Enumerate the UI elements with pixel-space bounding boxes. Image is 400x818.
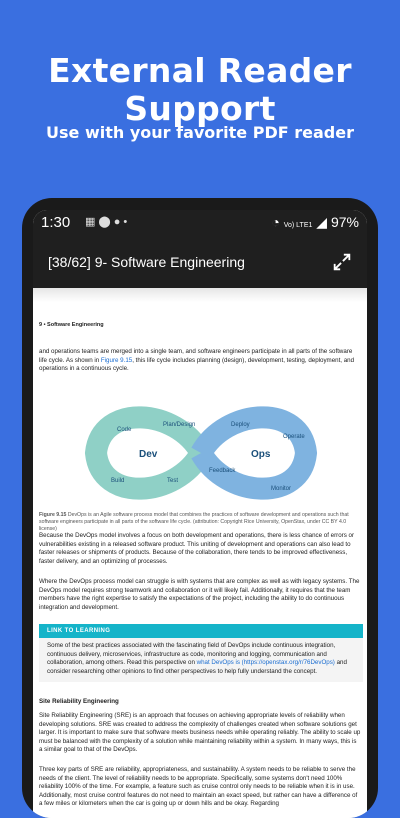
paragraph-3: Where the DevOps process model can struggle is with systems that are complex as well as with legacy systems. The DevOps model requires strong teamwork and collaboration or it will likely fail. Additionally, it requires that the team members have the right expertise to satisfy the expectations of the project, including the ability to do continuous integration and development. <box>39 578 360 611</box>
segment-monitor: Monitor <box>271 486 292 492</box>
document-title: [38/62] 9- Software Engineering <box>48 254 245 270</box>
segment-code: Code <box>117 427 132 433</box>
caption-label: Figure 9.15 <box>39 512 67 518</box>
page-shadow <box>33 288 367 302</box>
promo-headline-line2: Support <box>124 89 276 128</box>
callout-text <box>47 642 359 676</box>
segment-test: Test <box>167 478 179 484</box>
promo-headline-line1: External Reader <box>48 51 352 90</box>
status-time: 1:30 <box>41 214 71 231</box>
promo-subline: Use with your favorite PDF reader <box>46 123 354 142</box>
grid-icon: ▦ <box>85 216 99 228</box>
wifi-icon: ◔ <box>271 214 280 230</box>
figure-link[interactable]: Figure 9.15 <box>100 356 133 364</box>
devops-figure <box>81 398 321 508</box>
status-bar <box>33 210 367 238</box>
callout-text-b: and consider researching other opinions to find other perspectives to help fully understand the concept. <box>47 659 347 675</box>
expand-icon[interactable] <box>331 251 353 273</box>
segment-plan-design: Plan/Design <box>163 422 196 428</box>
segment-build: Build <box>111 478 125 484</box>
ops-label: Ops <box>251 449 271 460</box>
para1-text-b: , this life cycle includes planning (design), development, testing, deployment, and operations in a continuous cycle. <box>39 356 355 373</box>
phone-screen <box>33 210 367 818</box>
segment-deploy: Deploy <box>231 422 250 428</box>
mic-icon: ● <box>113 216 124 228</box>
segment-operate: Operate <box>283 434 305 440</box>
promo-headline <box>0 52 400 128</box>
callout-text-a: Some of the best practices associated with the fascinating field of DevOps include continuous integration, continuous delivery, microservices, infrastructure as code, monitoring and logging, communication and collaboration, among others. Read this perspective on <box>47 642 336 667</box>
status-right <box>271 214 359 231</box>
paragraph-1 <box>39 348 361 374</box>
callout-title: LINK TO LEARNING <box>47 628 111 634</box>
dot-icon: • <box>123 216 131 228</box>
pdf-page[interactable] <box>33 288 367 818</box>
figure-caption <box>39 512 361 533</box>
paragraph-5: Three key parts of SRE are reliability, appropriateness, and sustainability. A system needs to be reliable to serve the needs of the client. The level of reliability needs to be appropriate. Specifically, some systems don't need 100% reliability 100% of the time. For example, a feature such as cruise control only needs to be reliable when it is in use. Additionally, most cruise control features do not need to maintain an exact speed, but rather can have a difference of a few miles or kilometers when the car is going up or down hills and be okay. Regarding <box>39 766 358 808</box>
signal-icon: ◢ <box>316 214 328 230</box>
notification-icons <box>85 215 130 228</box>
heading-sre: Site Reliability Engineering <box>39 698 119 705</box>
caption-text: DevOps is an Agile software process model that combines the practices of software development and operations such that software engineers participate in all parts of the software life cycle. (attribution: Copyright Rice University, OpenStax, under CC BY 4.0 license) <box>39 512 349 532</box>
paragraph-4: Site Reliability Engineering (SRE) is an approach that focuses on achieving appropriate levels of reliability when developing solutions. SRE was created to address the complexity of challenges created when software solutions get larger. It is important to make sure that software meets business needs while operating reliably. The ability to scale up must be balanced with the complexity of a solution while maintaining reliability within a system. In many ways, this is a similar goal to that of the DevOps. <box>39 712 361 754</box>
dev-label: Dev <box>139 449 158 460</box>
location-icon: ⬤ <box>98 216 114 228</box>
link-to-learning-header <box>39 624 363 638</box>
para1-text-a: and operations teams are merged into a single team, and software engineers participate in all parts of the software life cycle. As shown in <box>39 348 353 364</box>
link-to-learning-body <box>39 638 363 682</box>
running-head: 9 • Software Engineering <box>39 322 104 328</box>
paragraph-2: Because the DevOps model involves a focus on both development and operations, there is less chance of errors or vulnerabilities existing in a released software product. This uniting of development and operations can also lead to faster releases or shipments of products. Because of the collaboration, there tends to be improved effectiveness, faster delivery, and an optimizing of processes. <box>39 532 355 565</box>
app-bar <box>33 238 367 288</box>
network-label: Vo) LTE1 <box>283 222 313 229</box>
devops-link[interactable]: what DevOps is (https://openstax.org/r/76DevOps) <box>196 659 335 667</box>
phone-frame <box>22 198 378 818</box>
segment-feedback: Feedback <box>209 468 236 474</box>
battery-percent: 97% <box>330 214 359 230</box>
